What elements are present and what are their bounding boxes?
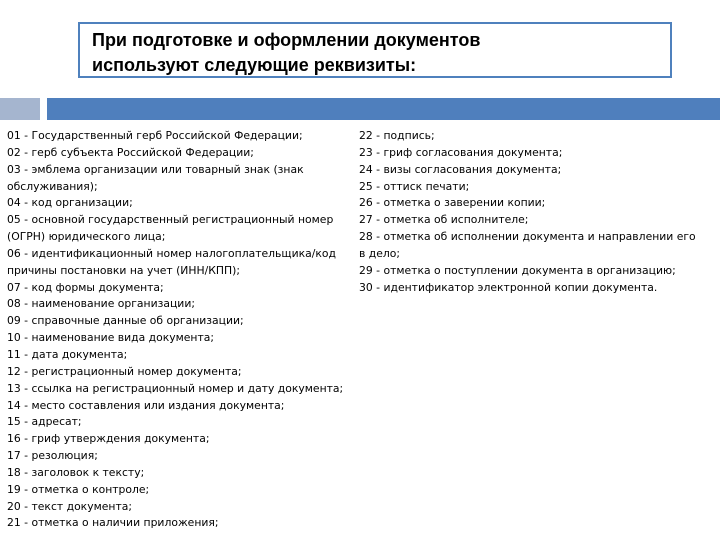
- list-item: 05 - основной государственный регистрационный номер: [7, 213, 334, 227]
- list-item: 21 - отметка о наличии приложения;: [7, 516, 219, 530]
- decorative-bar-light: [0, 98, 40, 120]
- list-item: 07 - код формы документа;: [7, 280, 164, 294]
- list-item: 29 - отметка о поступлении документа в организацию;: [359, 263, 676, 277]
- list-item: 16 - гриф утверждения документа;: [7, 432, 210, 446]
- list-item: 03 - эмблема организации или товарный знак (знак: [7, 162, 304, 176]
- list-item: 11 - дата документа;: [7, 347, 128, 361]
- list-item: 18 - заголовок к тексту;: [7, 465, 145, 479]
- title-line-2: используют следующие реквизиты:: [92, 55, 417, 75]
- list-item: причины постановки на учет (ИНН/КПП);: [7, 263, 241, 277]
- list-item: 20 - текст документа;: [7, 499, 132, 513]
- list-item: 06 - идентификационный номер налогоплательщика/код: [7, 246, 336, 260]
- list-item: 24 - визы согласования документа;: [359, 162, 562, 176]
- slide-title: [78, 22, 672, 78]
- list-item: 10 - наименование вида документа;: [7, 331, 215, 345]
- list-item: 25 - оттиск печати;: [359, 179, 470, 193]
- list-item: 30 - идентификатор электронной копии документа.: [359, 280, 658, 294]
- list-item: в дело;: [359, 246, 401, 260]
- list-item: 02 - герб субъекта Российской Федерации;: [7, 145, 254, 159]
- list-item: 14 - место составления или издания документа;: [7, 398, 285, 412]
- list-item: 13 - ссылка на регистрационный номер и дату документа;: [7, 381, 344, 395]
- list-item: 22 - подпись;: [359, 129, 435, 142]
- title-line-1: При подготовке и оформлении документов: [92, 30, 481, 50]
- list-item: 23 - гриф согласования документа;: [359, 145, 563, 159]
- list-item: 04 - код организации;: [7, 196, 133, 210]
- requisites-list-right: [359, 128, 715, 296]
- list-item: 15 - адресат;: [7, 415, 82, 429]
- list-item: 26 - отметка о заверении копии;: [359, 196, 546, 210]
- requisites-list-left: [7, 128, 359, 532]
- list-item: 09 - справочные данные об организации;: [7, 314, 244, 328]
- decorative-bar-dark: [47, 98, 720, 120]
- list-item: 12 - регистрационный номер документа;: [7, 364, 242, 378]
- list-item: 17 - резолюция;: [7, 449, 98, 463]
- list-item: 01 - Государственный герб Российской Федерации;: [7, 129, 303, 142]
- list-item: 27 - отметка об исполнителе;: [359, 213, 529, 227]
- list-item: обслуживания);: [7, 179, 98, 193]
- list-item: 28 - отметка об исполнении документа и направлении его: [359, 230, 696, 244]
- list-item: 19 - отметка о контроле;: [7, 482, 150, 496]
- list-item: (ОГРН) юридического лица;: [7, 230, 166, 244]
- list-item: 08 - наименование организации;: [7, 297, 195, 311]
